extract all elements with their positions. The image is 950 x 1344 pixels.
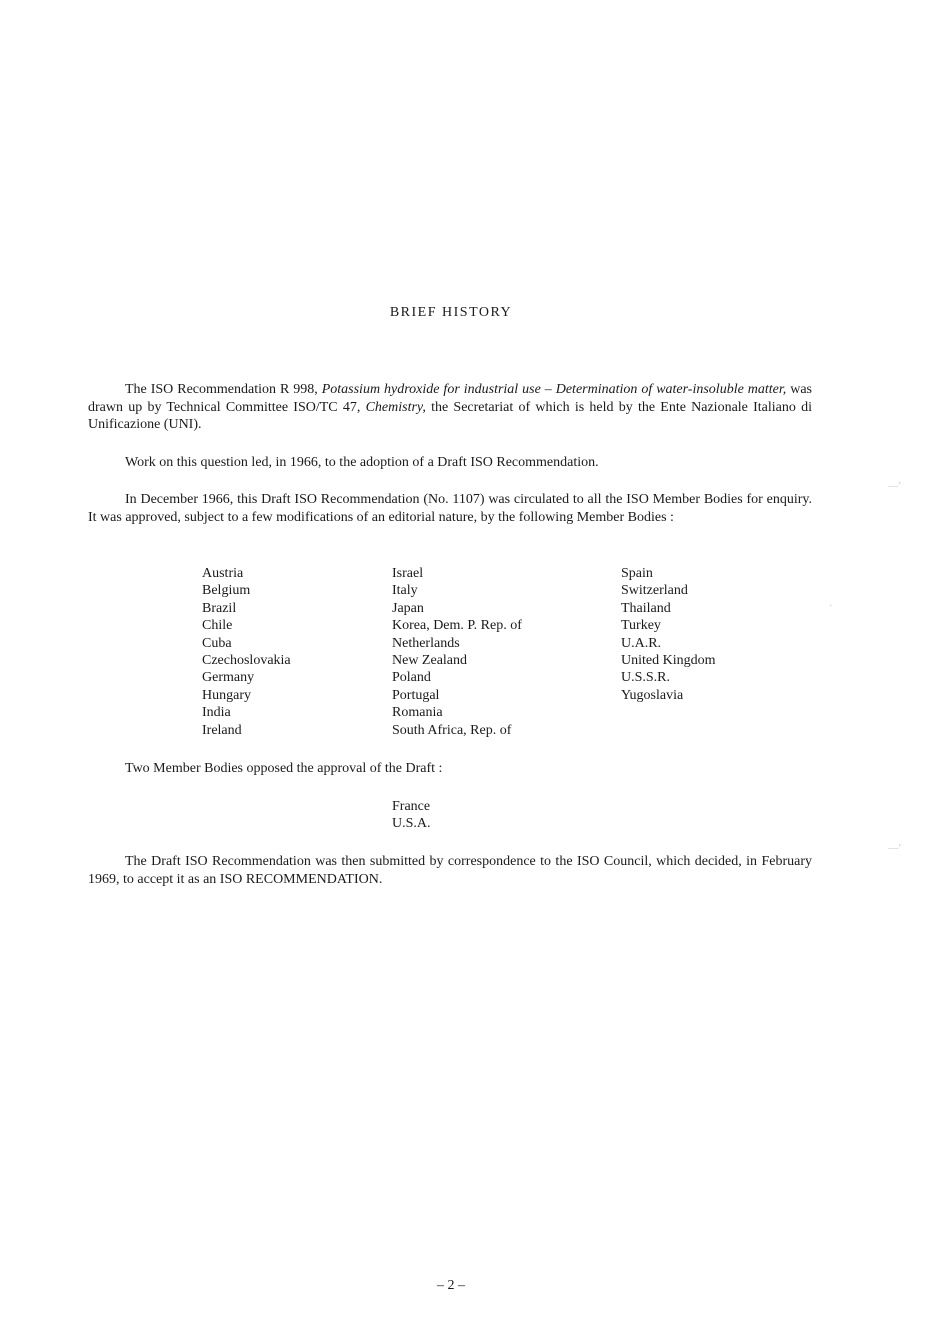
member-body: United Kingdom: [621, 653, 716, 669]
page-number: – 2 –: [437, 1278, 465, 1293]
recommendation-title: Potassium hydroxide for industrial use – Determination of water-insoluble matter,: [321, 382, 787, 397]
approving-members-column-1: [202, 565, 291, 739]
member-body: France: [392, 799, 431, 814]
member-body: Portugal: [392, 687, 440, 703]
paragraph-opposition: [88, 760, 812, 778]
member-body: Israel: [392, 566, 424, 581]
paragraph-origin: [88, 381, 812, 434]
paragraph-acceptance: [88, 853, 812, 888]
member-body: U.S.S.R.: [621, 670, 671, 686]
member-body: New Zealand: [392, 653, 468, 669]
member-body: Brazil: [202, 600, 237, 616]
paragraph-circulation-text: In December 1966, this Draft ISO Recommendation (No. 1107) was circulated to all the ISO Member Bodies for enquiry. It was approved, subject to a few modifications of an editorial nature, by the following Member Bodies :: [88, 492, 812, 525]
opposing-members-list: [392, 798, 431, 833]
approving-members-column-3: [621, 565, 716, 704]
scan-mark: —’: [888, 481, 902, 492]
member-body: Japan: [392, 600, 424, 616]
member-body: Spain: [621, 566, 653, 581]
paragraph-draft-adoption: [88, 454, 812, 472]
member-body: India: [202, 705, 231, 721]
paragraph-circulation: [88, 491, 812, 526]
scan-mark: —’: [888, 843, 902, 854]
member-body: Thailand: [621, 600, 671, 616]
paragraph-origin-text-a: The ISO Recommendation R 998,: [125, 382, 322, 397]
member-body: Netherlands: [392, 635, 460, 651]
paragraph-origin-text-b: was drawn up by Technical Committee ISO/TC 47,: [88, 382, 812, 415]
member-body: Korea, Dem. P. Rep. of: [392, 618, 522, 634]
member-body: Czechoslovakia: [202, 653, 291, 669]
member-body: Poland: [392, 670, 431, 686]
member-body: Italy: [392, 583, 418, 599]
member-body: Romania: [392, 705, 443, 721]
member-body: South Africa, Rep. of: [392, 722, 512, 738]
paragraph-draft-adoption-text: Work on this question led, in 1966, to the adoption of a Draft ISO Recommendation.: [125, 455, 599, 470]
committee-name: Chemistry,: [365, 399, 426, 415]
member-body: Belgium: [202, 583, 251, 599]
section-heading: BRIEF HISTORY: [389, 305, 513, 320]
member-body: Germany: [202, 670, 255, 686]
member-body: Chile: [202, 618, 233, 634]
paragraph-acceptance-text: The Draft ISO Recommendation was then submitted by correspondence to the ISO Council, which decided, in February 1969, to accept it as an ISO RECOMMENDATION.: [88, 854, 812, 887]
member-body: Yugoslavia: [621, 687, 684, 703]
member-body: U.A.R.: [621, 635, 662, 651]
member-body: Switzerland: [621, 583, 688, 599]
member-body: Hungary: [202, 687, 251, 703]
approving-members-column-2: [392, 565, 522, 739]
member-body: Turkey: [621, 618, 661, 634]
scan-mark: ·: [829, 601, 833, 612]
member-body: Cuba: [202, 635, 232, 651]
member-body: Austria: [202, 566, 244, 581]
member-body: Ireland: [202, 722, 242, 738]
member-body: U.S.A.: [392, 816, 431, 832]
paragraph-opposition-text: Two Member Bodies opposed the approval of the Draft :: [125, 761, 443, 776]
paragraph-origin-text-c: the Secretariat of which is held by the Ente Nazionale Italiano di Unificazione (UNI).: [88, 399, 812, 432]
